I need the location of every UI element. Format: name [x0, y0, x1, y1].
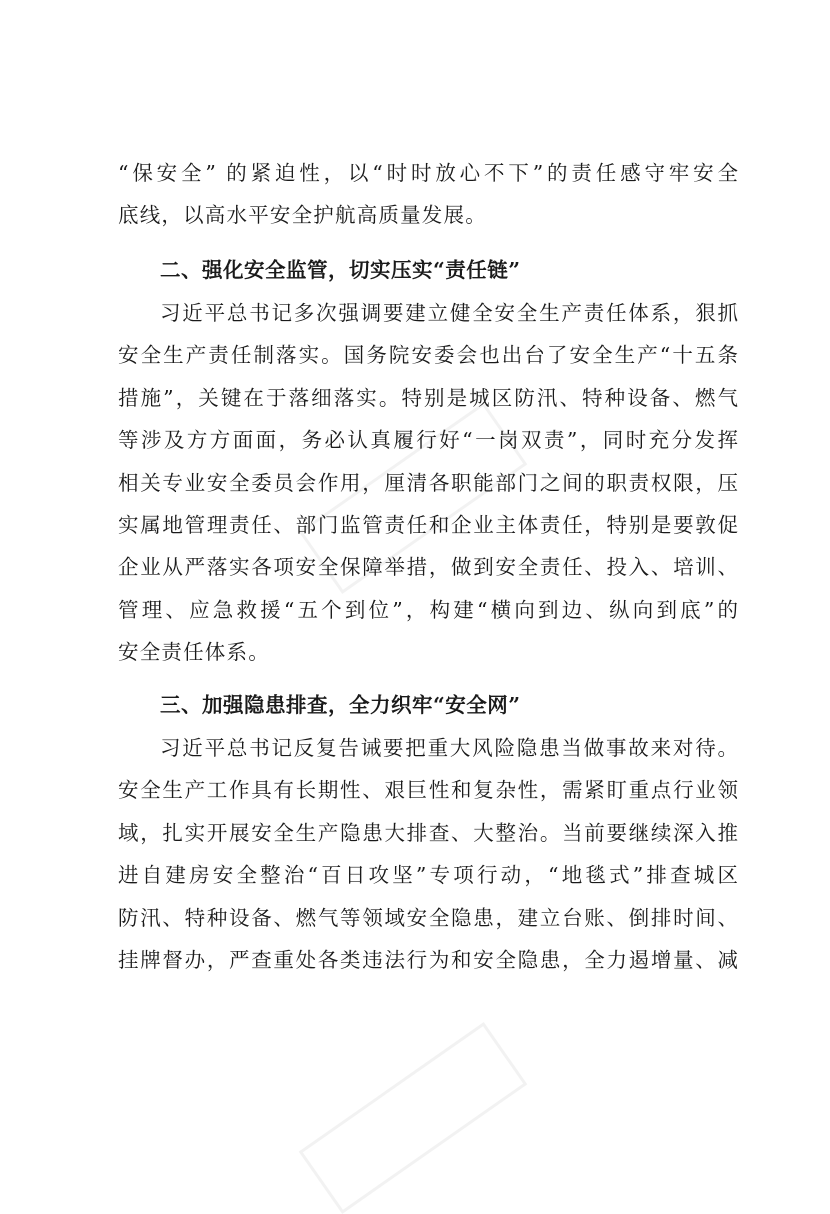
paragraph-line: 实属地管理责任、部门监管责任和企业主体责任，特别是要敦促	[118, 513, 738, 537]
section-heading: 三、加强隐患排查，全力织牢“安全网”	[160, 693, 521, 717]
watermark-stamp	[299, 1022, 528, 1214]
paragraph-line: 安全生产责任制落实。国务院安委会也出台了安全生产“十五条	[118, 343, 738, 367]
paragraph-line: 底线，以高水平安全护航高质量发展。	[118, 203, 487, 227]
paragraph-line: 防汛、特种设备、燃气等领域安全隐患，建立台账、倒排时间、	[118, 906, 738, 930]
paragraph-line: 挂牌督办，严查重处各类违法行为和安全隐患，全力遏增量、减	[118, 948, 738, 972]
paragraph-line: 措施”，关键在于落细落实。特别是城区防汛、特种设备、燃气	[118, 386, 738, 410]
paragraph-line: 习近平总书记反复告诫要把重大风险隐患当做事故来对待。	[160, 736, 738, 760]
paragraph-line: “保安全” 的紧迫性，以“时时放心不下”的责任感守牢安全	[118, 161, 738, 185]
section-heading: 二、强化安全监管，切实压实“责任链”	[160, 258, 521, 282]
paragraph-line: 安全责任体系。	[118, 640, 270, 664]
paragraph-line: 进自建房安全整治“百日攻坚”专项行动，“地毯式”排查城区	[118, 863, 738, 887]
paragraph-line: 管理、应急救援“五个到位”，构建“横向到边、纵向到底”的	[118, 598, 738, 622]
paragraph-line: 习近平总书记多次强调要建立健全安全生产责任体系，狠抓	[160, 301, 738, 325]
paragraph-line: 安全生产工作具有长期性、艰巨性和复杂性，需紧盯重点行业领	[118, 778, 738, 802]
paragraph-line: 等涉及方方面面，务必认真履行好“一岗双责”，同时充分发挥	[118, 428, 738, 452]
paragraph-line: 域，扎实开展安全生产隐患大排查、大整治。当前要继续深入推	[118, 821, 738, 845]
paragraph-line: 企业从严落实各项安全保障举措，做到安全责任、投入、培训、	[118, 555, 738, 579]
paragraph-line: 相关专业安全委员会作用，厘清各职能部门之间的职责权限，压	[118, 471, 738, 495]
